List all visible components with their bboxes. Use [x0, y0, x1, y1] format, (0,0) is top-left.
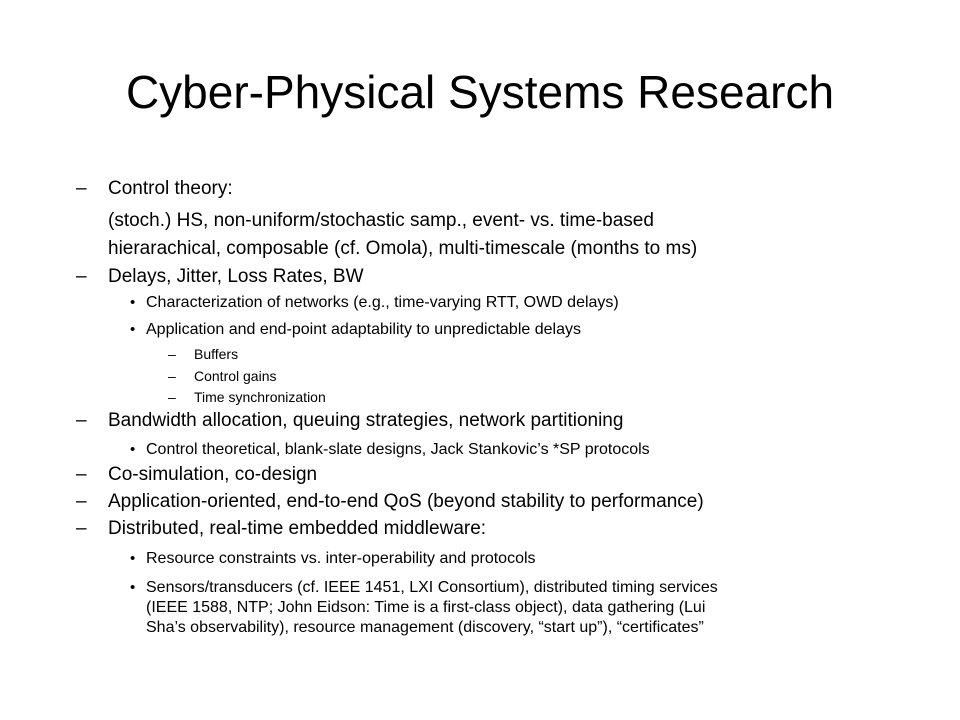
item-text: Buffers: [194, 346, 239, 362]
dash-marker: –: [168, 368, 176, 384]
dash-marker: –: [76, 178, 87, 199]
item-text: Resource constraints vs. inter-operability and protocols: [146, 550, 536, 567]
item-text: Co-simulation, co-design: [108, 464, 318, 485]
item-text: Sha’s observability), resource management (discovery, “start up”), “certificates”: [146, 619, 704, 636]
item-text: Application and end-point adaptability to unpredictable delays: [146, 321, 581, 338]
dash-marker: –: [76, 266, 87, 287]
dash-marker: –: [168, 389, 176, 405]
item-text: Control gains: [194, 368, 277, 384]
bullet-marker: •: [130, 294, 136, 311]
item-text: (stoch.) HS, non-uniform/stochastic samp., event- vs. time-based: [108, 210, 654, 231]
dash-marker: –: [76, 410, 87, 431]
dash-marker: –: [168, 346, 176, 362]
dash-marker: –: [76, 518, 87, 539]
item-text: Control theory:: [108, 178, 233, 199]
item-text: Time synchronization: [194, 389, 326, 405]
item-text: Control theoretical, blank-slate designs, Jack Stankovic’s *SP protocols: [146, 441, 650, 458]
item-text: hierarachical, composable (cf. Omola), multi-timescale (months to ms): [108, 238, 698, 259]
item-text: Sensors/transducers (cf. IEEE 1451, LXI Consortium), distributed timing services: [146, 579, 718, 596]
item-text: (IEEE 1588, NTP; John Eidson: Time is a first-class object), data gathering (Lui: [146, 599, 706, 616]
item-text: Distributed, real-time embedded middleware:: [108, 518, 487, 539]
bullet-marker: •: [130, 321, 136, 338]
bullet-marker: •: [130, 579, 136, 596]
bullet-marker: •: [130, 550, 136, 567]
dash-marker: –: [76, 464, 87, 485]
item-text: Characterization of networks (e.g., time-varying RTT, OWD delays): [146, 294, 619, 311]
dash-marker: –: [76, 491, 87, 512]
slide-title: Cyber-Physical Systems Research: [125, 66, 835, 118]
item-text: Delays, Jitter, Loss Rates, BW: [108, 266, 364, 287]
item-text: Application-oriented, end-to-end QoS (beyond stability to performance): [108, 491, 704, 512]
bullet-marker: •: [130, 441, 136, 458]
item-text: Bandwidth allocation, queuing strategies, network partitioning: [108, 410, 624, 431]
